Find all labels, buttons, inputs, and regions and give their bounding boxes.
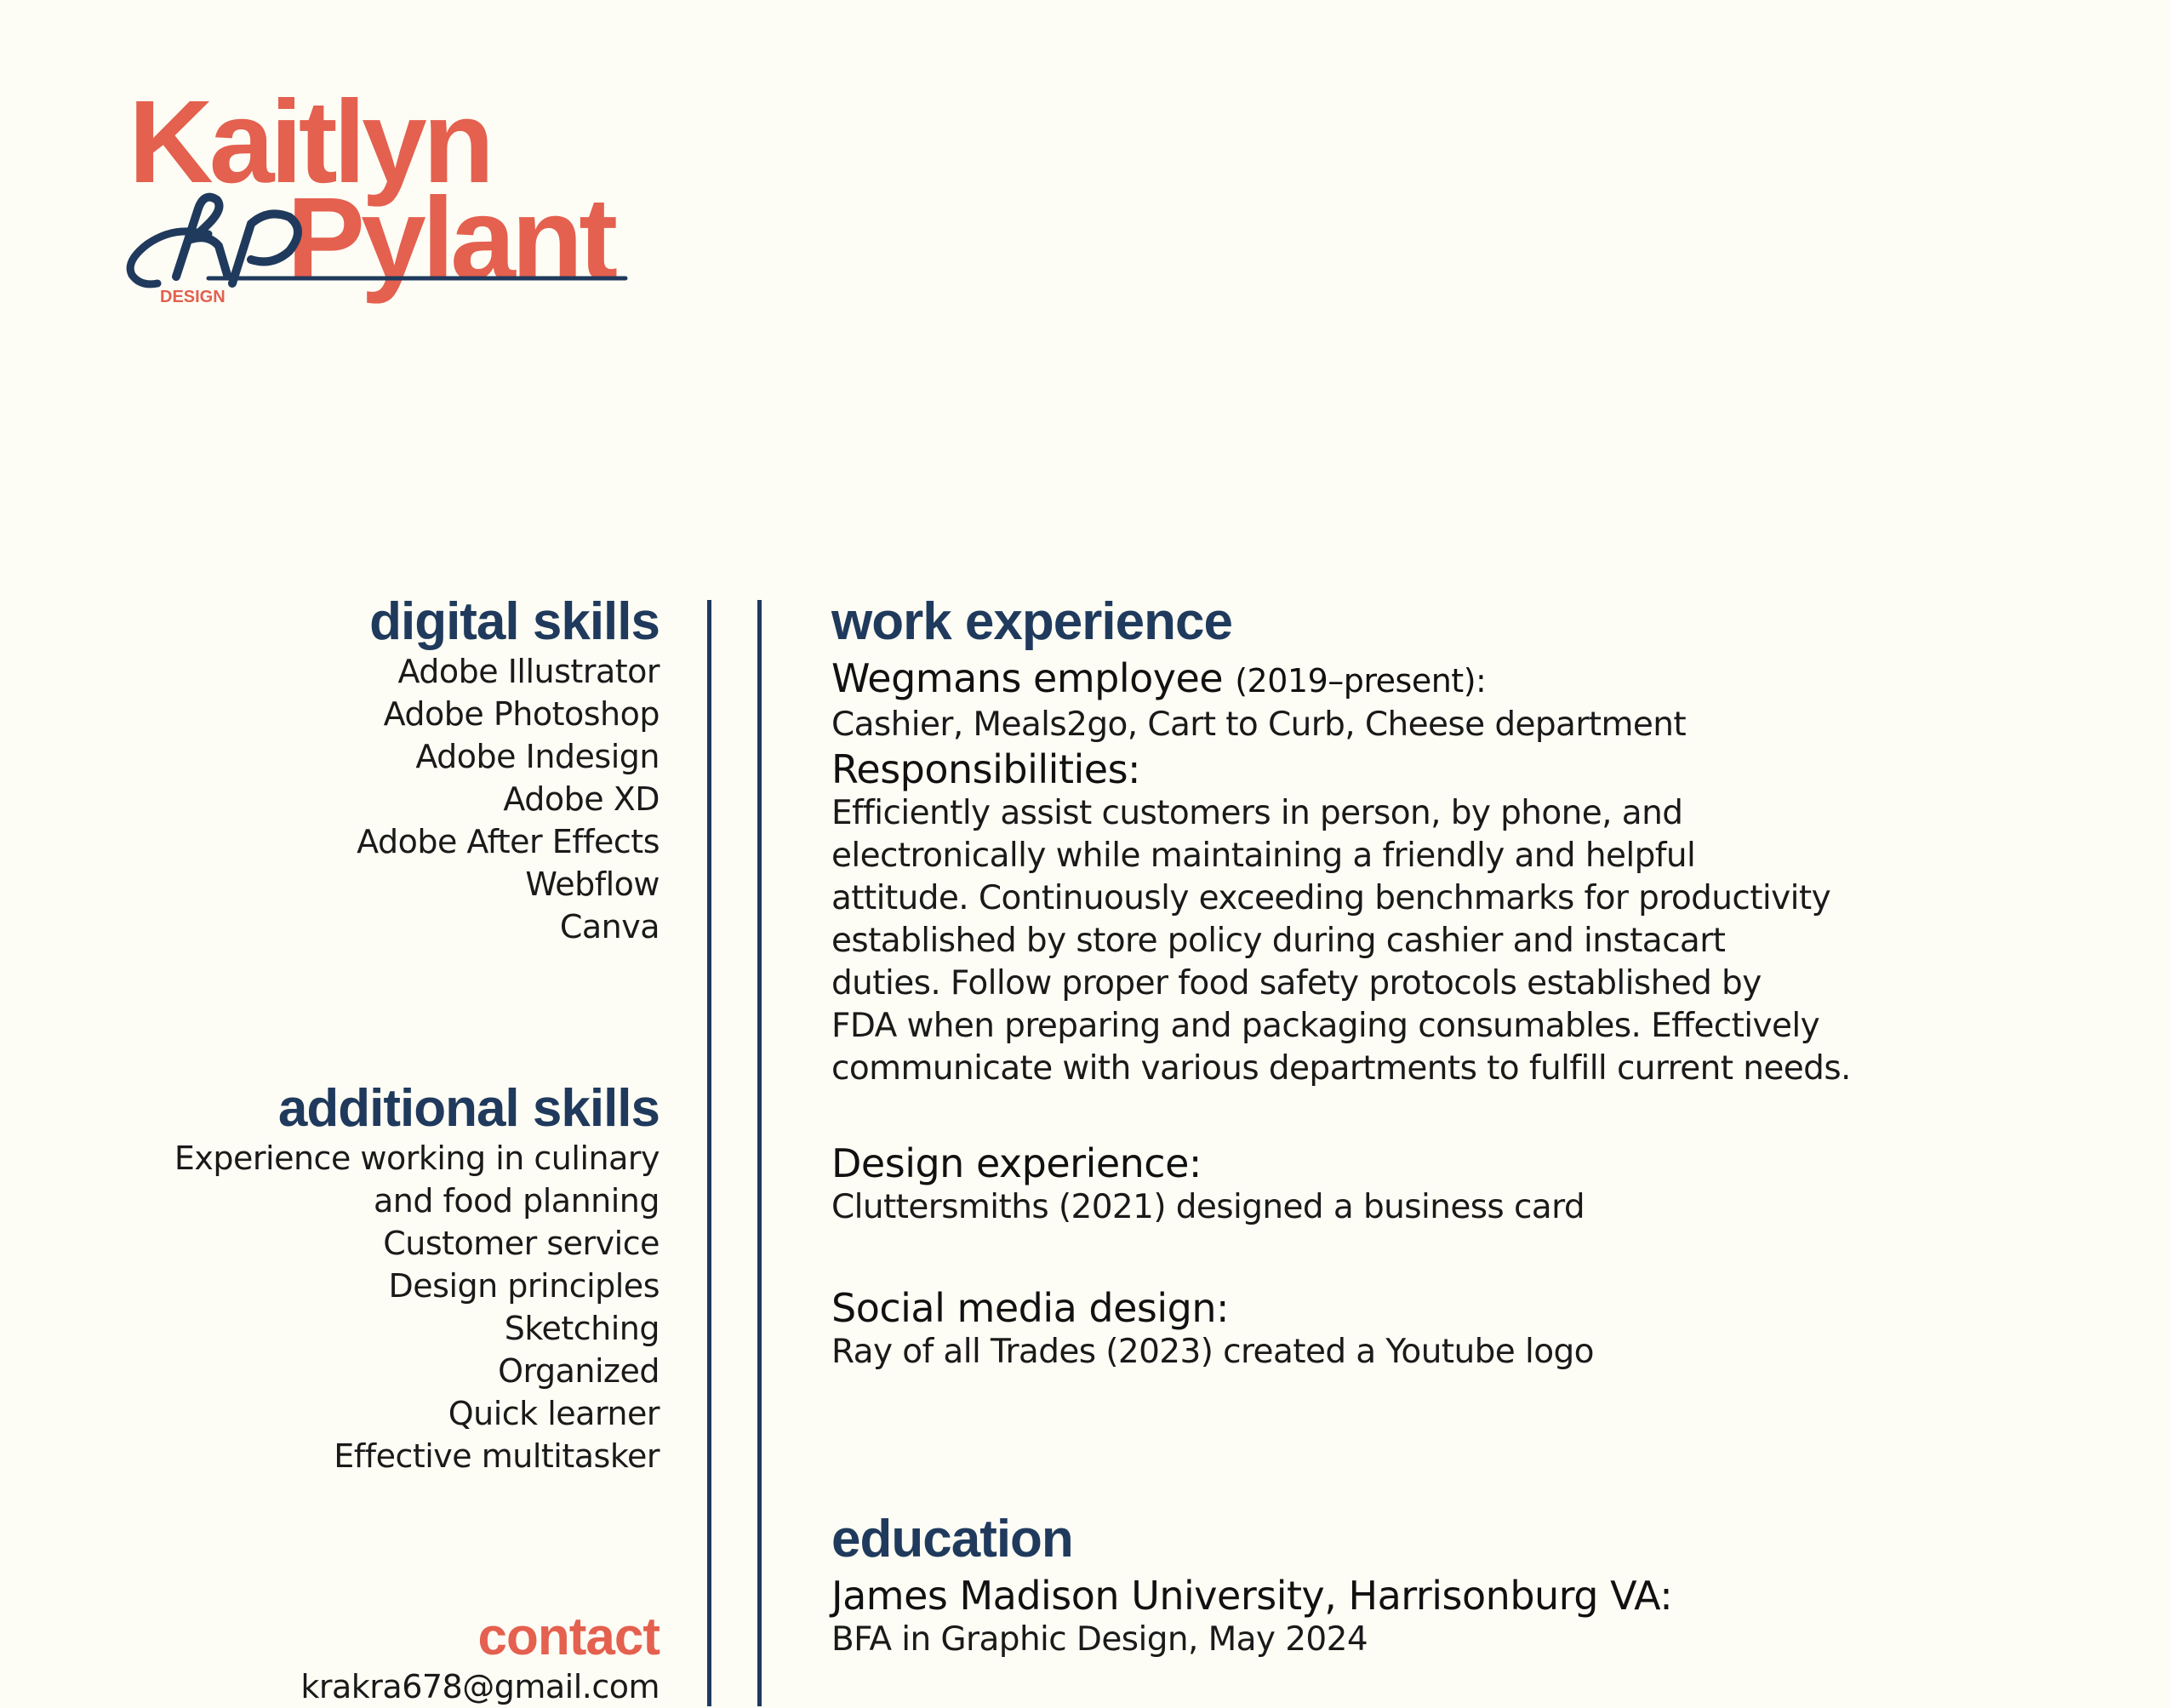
job-title: Wegmans employee	[831, 655, 1224, 701]
education-school: James Madison University, Harrisonburg VA:	[831, 1573, 1673, 1619]
skill-item: Webflow	[525, 865, 660, 903]
job-heading	[831, 655, 1851, 704]
kp-monogram-icon	[123, 183, 634, 294]
contact-section	[300, 1608, 660, 1708]
work-experience-section	[831, 592, 1851, 1090]
skill-item: Organized	[498, 1352, 660, 1390]
name-logo	[123, 77, 625, 323]
skill-item: Adobe XD	[503, 780, 660, 818]
additional-skills-section	[174, 1079, 660, 1477]
responsibility-line: duties. Follow proper food safety protocols established by	[831, 964, 1762, 1003]
section-title: contact	[477, 1608, 660, 1666]
divider-line-left	[707, 600, 711, 1706]
logo-subtitle: DESIGN	[160, 288, 226, 306]
section-title: additional skills	[277, 1079, 660, 1138]
education-degree: BFA in Graphic Design, May 2024	[831, 1620, 1368, 1659]
skill-item: Adobe After Effects	[357, 823, 660, 860]
social-media-design-label: Social media design	[831, 1285, 1217, 1331]
skill-item: Quick learner	[448, 1395, 660, 1432]
skill-item: Effective multitasker	[334, 1437, 660, 1475]
responsibility-line: FDA when preparing and packaging consumables. Effectively	[831, 1007, 1820, 1045]
design-experience-section	[831, 1140, 1585, 1229]
skill-item: Design principles	[388, 1267, 660, 1305]
social-media-design-colon: :	[1216, 1285, 1230, 1331]
design-experience-detail: Cluttersmiths (2021) designed a business card	[831, 1188, 1585, 1226]
section-title: work experience	[831, 592, 1232, 651]
contact-email[interactable]: krakra678@gmail.com	[300, 1668, 660, 1705]
job-dates: (2019–present):	[1235, 662, 1487, 700]
digital-skills-section	[357, 592, 660, 948]
job-roles: Cashier, Meals2go, Cart to Curb, Cheese department	[831, 705, 1687, 744]
skill-item: Adobe Illustrator	[397, 653, 660, 690]
skill-item: Customer service	[383, 1225, 660, 1262]
section-title: digital skills	[369, 592, 660, 651]
skill-item: Sketching	[504, 1310, 660, 1347]
skill-item: and food planning	[373, 1182, 660, 1220]
section-title: education	[831, 1510, 1073, 1568]
education-section	[831, 1510, 1673, 1661]
responsibility-line: Efficiently assist customers in person, by phone, and	[831, 794, 1683, 832]
social-media-design-detail: Ray of all Trades (2023) created a Youtube logo	[831, 1333, 1594, 1371]
responsibility-line: communicate with various departments to fulfill current needs.	[831, 1049, 1851, 1088]
design-experience-label: Design experience:	[831, 1140, 1202, 1186]
skill-item: Canva	[559, 908, 660, 945]
responsibilities-label: Responsibilities:	[831, 746, 1141, 792]
responsibility-line: attitude. Continuously exceeding benchmarks for productivity	[831, 879, 1831, 917]
skill-item: Experience working in culinary	[174, 1140, 660, 1177]
social-media-design-heading	[831, 1285, 1594, 1331]
skill-item: Adobe Indesign	[415, 738, 660, 775]
divider-line-right	[757, 600, 762, 1706]
responsibility-line: established by store policy during cashier and instacart	[831, 922, 1726, 960]
skill-item: Adobe Photoshop	[383, 695, 660, 733]
first-name: Kaitlyn	[128, 77, 491, 208]
social-media-design-section	[831, 1285, 1594, 1374]
responsibility-line: electronically while maintaining a friendly and helpful	[831, 837, 1696, 875]
last-name: Pylant	[287, 174, 614, 305]
